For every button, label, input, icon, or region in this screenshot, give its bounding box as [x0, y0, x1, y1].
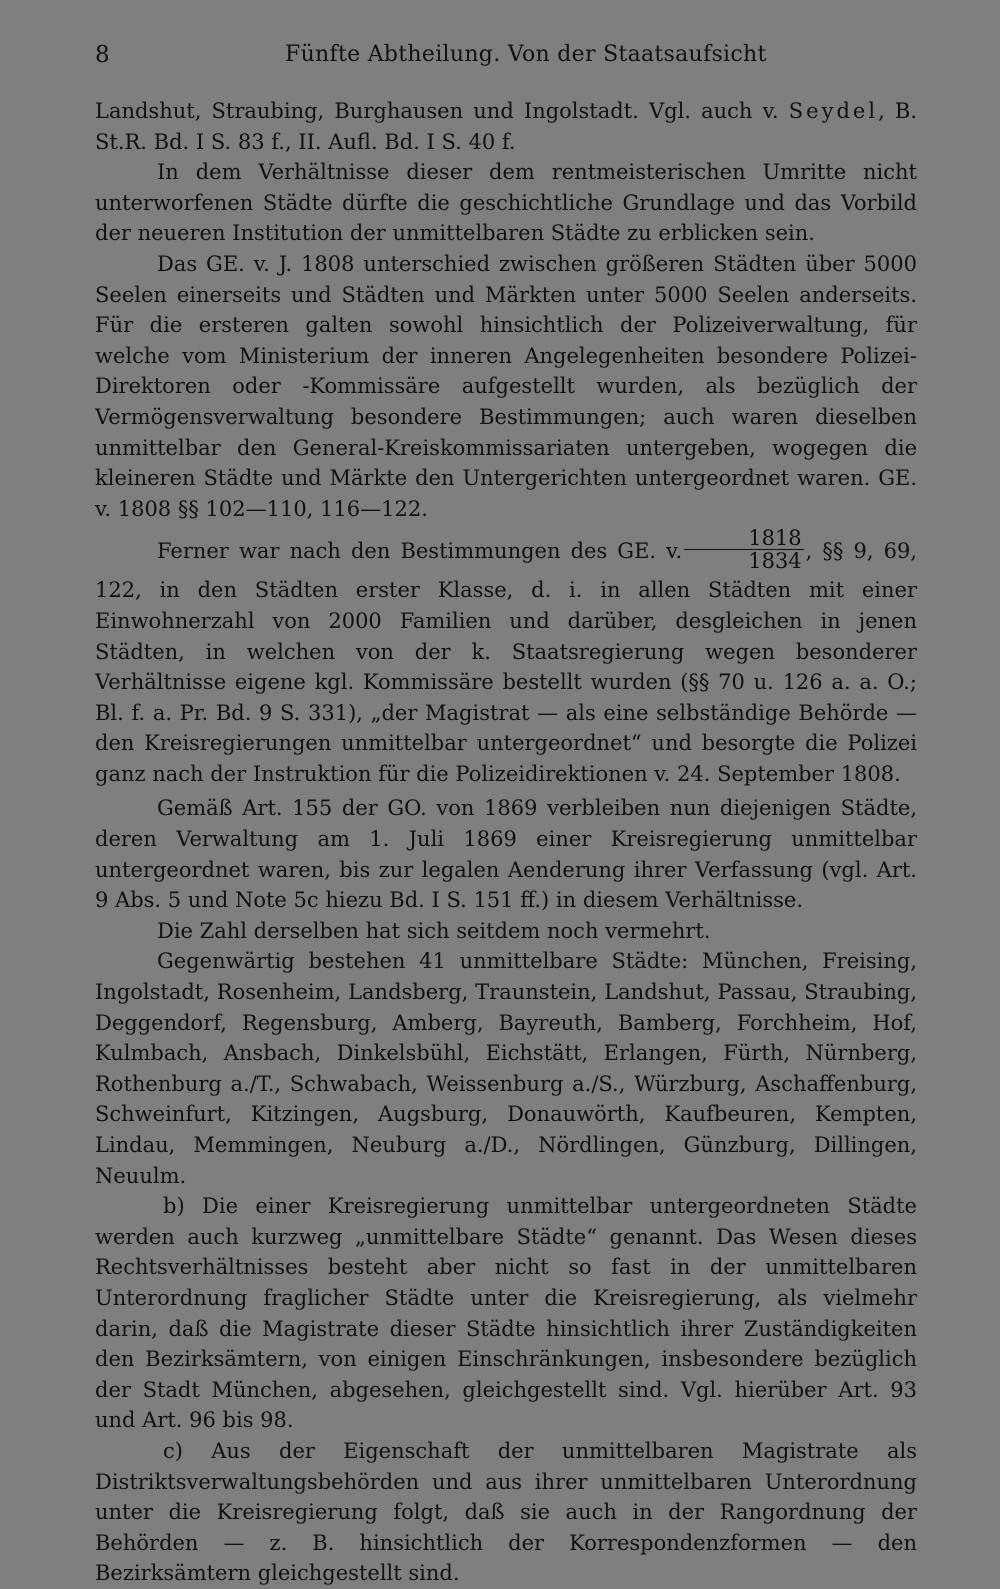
paragraph: Das GE. v. J. 1808 unterschied zwischen größeren Städten über 5000 Seelen einerseits und Städten und Märkten unter 5000 Seelen anderseits. Für die ersteren galten sowohl hinsichtlich der Polizeiverwaltung, für welche vom Ministerium der inneren Angelegenheiten besondere Polizei-Direktoren oder -Kommissäre aufgestellt wurden, als bezüglich der Vermögensverwaltung besondere Bestimmungen; auch waren dieselben unmittelbar den General-Kreiskommissariaten untergeben, wogegen die kleineren Städte und Märkte den Untergerichten untergeordnet waren. GE. v. 1808 §§ 102—110, 116—122.	[95, 251, 917, 521]
paragraph-text: Ferner war nach den Bestimmungen des GE. v.	[157, 539, 683, 564]
paragraph-item-b: b) Die einer Kreisregierung unmittelbar untergeordneten Städte werden auch kurzweg „unmittelbare Städte“ genannt. Das Wesen dieses Rechtsverhältnisses besteht aber nicht so fast in der unmittelbaren Unterordnung fraglicher Städte unter die Kreisregierung, als vielmehr darin, daß die Magistrate dieser Städte hinsichtlich ihrer Zuständigkeiten den Bezirksämtern, von einigen Einschränkungen, insbesondere bezüglich der Stadt München, abgesehen, gleichgestellt sind. Vgl. hierüber Art. 93 und Art. 96 bis 98.	[95, 1194, 917, 1433]
running-head: Fünfte Abtheilung. Von der Staatsaufsicht	[285, 42, 767, 67]
paragraph: Die Zahl derselben hat sich seitdem noch vermehrt.	[157, 918, 711, 943]
paragraph-city-list: Gegenwärtig bestehen 41 unmittelbare Städte: München, Freising, Ingolstadt, Rosenheim, Landsberg, Traunstein, Landshut, Passau, Straubing, Deggendorf, Regensburg, Amberg, Bayreuth, Bamberg, Forchheim, Hof, Kulmbach, Ansbach, Dinkelsbühl, Eichstätt, Erlangen, Fürth, Nürnberg, Rothenburg a./T., Schwabach, Weissenburg a./S., Würzburg, Aschaffenburg, Schweinfurt, Kitzingen, Augsburg, Donauwörth, Kaufbeuren, Kempten, Lindau, Memmingen, Neuburg a./D., Nördlingen, Günzburg, Dillingen, Neuulm.	[95, 949, 917, 1188]
paragraph: Gemäß Art. 155 der GO. von 1869 verbleiben nun diejenigen Städte, deren Verwaltung am 1. Juli 1869 einer Kreisregierung unmittelbar untergeordnet waren, bis zur legalen Aenderung ihrer Verfassung (vgl. Art. 9 Abs. 5 und Note 5c hiezu Bd. I S. 151 ff.) in diesem Verhältnisse.	[95, 796, 917, 913]
paragraph-text: , §§ 9, 69, 122, in den Städten erster Klasse, d. i. in allen Städten mit einer Einwohnerzahl von 2000 Familien und darüber, desgleichen in jenen Städten, in welchen von der k. Staatsregierung wegen besonderer Verhältnisse eigene kgl. Kommissäre bestellt wurden (§§ 70 u. 126 a. a. O.; Bl. f. a. Pr. Bd. 9 S. 331), „der Magistrat — als eine selbständige Behörde — den Kreisregierungen unmittelbar untergeordnet“ und besorgte die Polizei ganz nach der Instruktion für die Polizeidirektionen v. 24. September 1808.	[95, 539, 918, 786]
fraction-denominator: 1834	[748, 549, 802, 574]
paragraph-continuation	[95, 96, 917, 157]
fraction-numerator: 1818	[684, 527, 803, 550]
paragraph-with-fraction	[95, 526, 918, 789]
author-name: Seydel	[788, 99, 879, 123]
paragraph-text: , B. St.R. Bd. I S. 83 f., II. Aufl. Bd. I S. 40 f.	[95, 99, 917, 154]
body-text	[95, 96, 917, 1589]
page-number: 8	[95, 42, 110, 68]
page-header	[95, 42, 915, 76]
year-fraction	[684, 527, 803, 572]
paragraph: In dem Verhältnisse dieser dem rentmeisterischen Umritte nicht unterworfenen Städte dürfte die geschichtliche Grundlage und das Vorbild der neueren Institution der unmittelbaren Städte zu erblicken sein.	[95, 160, 917, 246]
paragraph-item-c: c) Aus der Eigenschaft der unmittelbaren Magistrate als Distriktsverwaltungsbehörden und aus ihrer unmittelbaren Unterordnung unter die Kreisregierung folgt, daß sie auch in der Rangordnung der Behörden — z. B. hinsichtlich der Korrespondenzformen — den Bezirksämtern gleichgestellt sind.	[95, 1438, 917, 1586]
paragraph-text: Landshut, Straubing, Burghausen und Ingolstadt. Vgl. auch v.	[95, 99, 789, 123]
